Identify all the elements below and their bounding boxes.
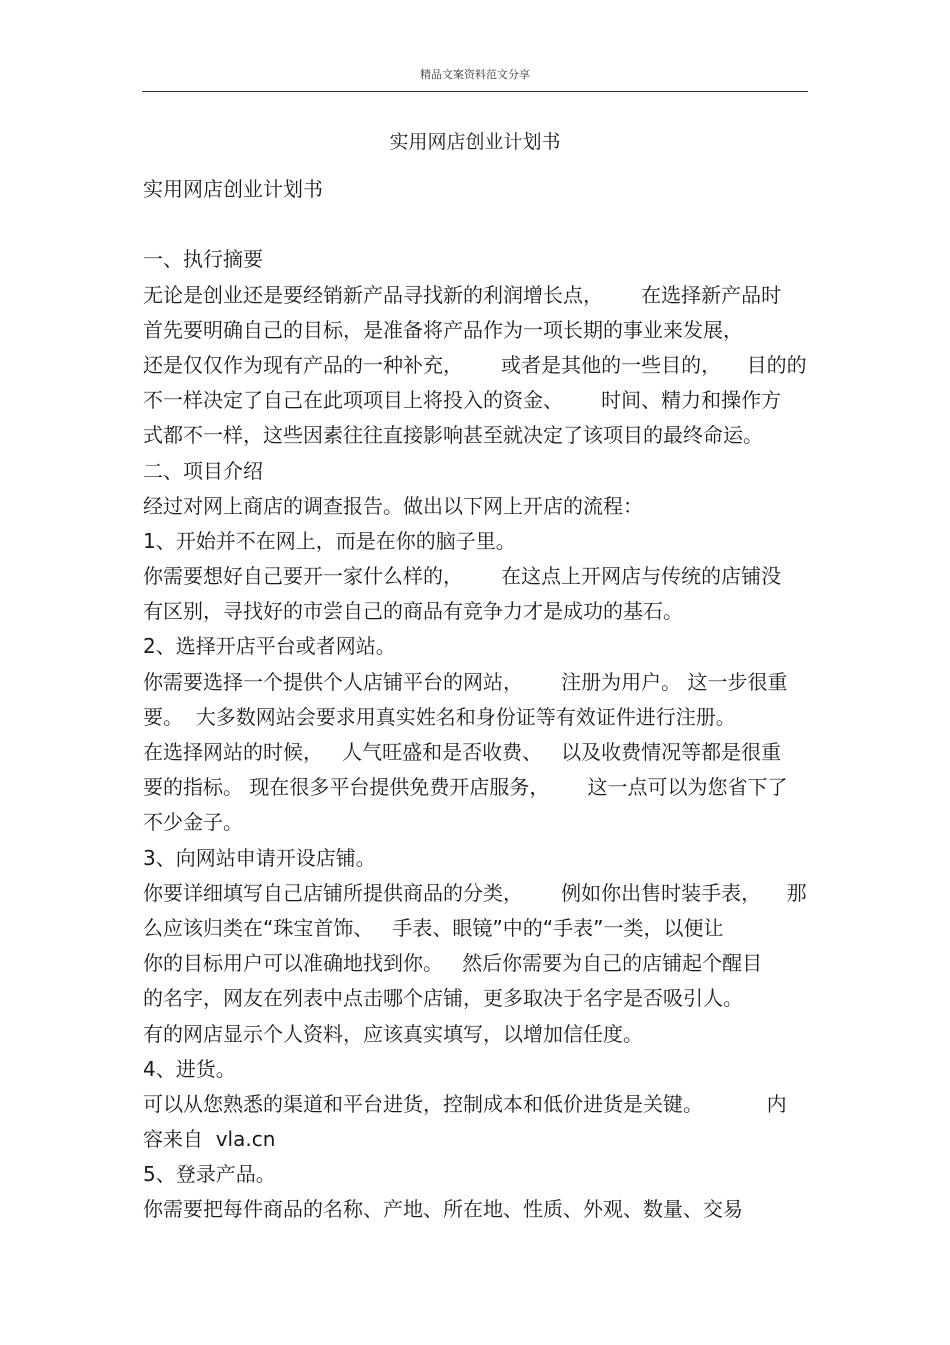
text-line: 要的指标。 现在很多平台提供免费开店服务， 这一点可以为您省下了 bbox=[143, 775, 788, 800]
text-line: 不少金子。 bbox=[143, 810, 243, 835]
text-line: 5、登录产品。 bbox=[143, 1162, 276, 1187]
text-line: 实用网店创业计划书 bbox=[143, 177, 323, 201]
text-line: 2、选择开店平台或者网站。 bbox=[143, 634, 396, 659]
text-line: 可以从您熟悉的渠道和平台进货，控制成本和低价进货是关键。 内 bbox=[143, 1091, 787, 1116]
blank-line bbox=[143, 207, 808, 242]
text-line: 1、开始并不在网上，而是在你的脑子里。 bbox=[143, 528, 516, 553]
text-line: 的名字，网友在列表中点击哪个店铺，更多取决于名字是否吸引人。 bbox=[143, 986, 743, 1011]
text-line: 4、进货。 bbox=[143, 1056, 236, 1081]
text-line: 式都不一样，这些因素往往直接影响甚至就决定了该项目的最终命运。 bbox=[143, 423, 763, 448]
text-line: 你的目标用户可以准确地找到你。 然后你需要为自己的店铺起个醒目 bbox=[143, 951, 763, 976]
text-line: 无论是创业还是要经销新产品寻找新的利润增长点， 在选择新产品时 bbox=[143, 282, 782, 307]
running-header: 精品文案资料范文分享 bbox=[420, 68, 530, 81]
header-divider bbox=[142, 91, 808, 92]
text-line: 要。 大多数网站会要求用真实姓名和身份证等有效证件进行注册。 bbox=[143, 704, 736, 729]
text-line: 经过对网上商店的调查报告。做出以下网上开店的流程： bbox=[143, 493, 643, 518]
text-line: 一、执行摘要 bbox=[143, 247, 263, 272]
text-line: 3、向网站申请开设店铺。 bbox=[143, 845, 376, 870]
text-line: 你需要想好自己要开一家什么样的， 在这点上开网店与传统的店铺没 bbox=[143, 564, 782, 589]
text-line: 在选择网站的时候， 人气旺盛和是否收费、 以及收费情况等都是很重 bbox=[143, 740, 782, 764]
text-line: 你需要选择一个提供个人店铺平台的网站， 注册为用户。 这一步很重 bbox=[143, 669, 788, 694]
document-body bbox=[143, 172, 808, 1228]
document-title: 实用网店创业计划书 bbox=[389, 131, 561, 153]
text-line: 你需要把每件商品的名称、产地、所在地、性质、外观、数量、交易 bbox=[143, 1197, 743, 1222]
text-line: 你要详细填写自己店铺所提供商品的分类， 例如你出售时装手表， 那 bbox=[143, 880, 807, 905]
text-line: 有的网店显示个人资料，应该真实填写，以增加信任度。 bbox=[143, 1021, 643, 1046]
text-line: 不一样决定了自己在此项项目上将投入的资金、 时间、精力和操作方 bbox=[143, 388, 782, 413]
text-line: 容来自 vla.cn bbox=[143, 1127, 276, 1152]
text-line: 么应该归类在“珠宝首饰、 手表、眼镜”中的“手表”一类，以便让 bbox=[143, 915, 724, 940]
text-line: 首先要明确自己的目标，是准备将产品作为一项长期的事业来发展， bbox=[143, 317, 743, 342]
text-line: 二、项目介绍 bbox=[143, 458, 263, 483]
text-line: 还是仅仅作为现有产品的一种补充， 或者是其他的一些目的， 目的的 bbox=[143, 352, 807, 377]
text-line: 有区别，寻找好的市尝自己的商品有竞争力才是成功的基石。 bbox=[143, 599, 683, 624]
